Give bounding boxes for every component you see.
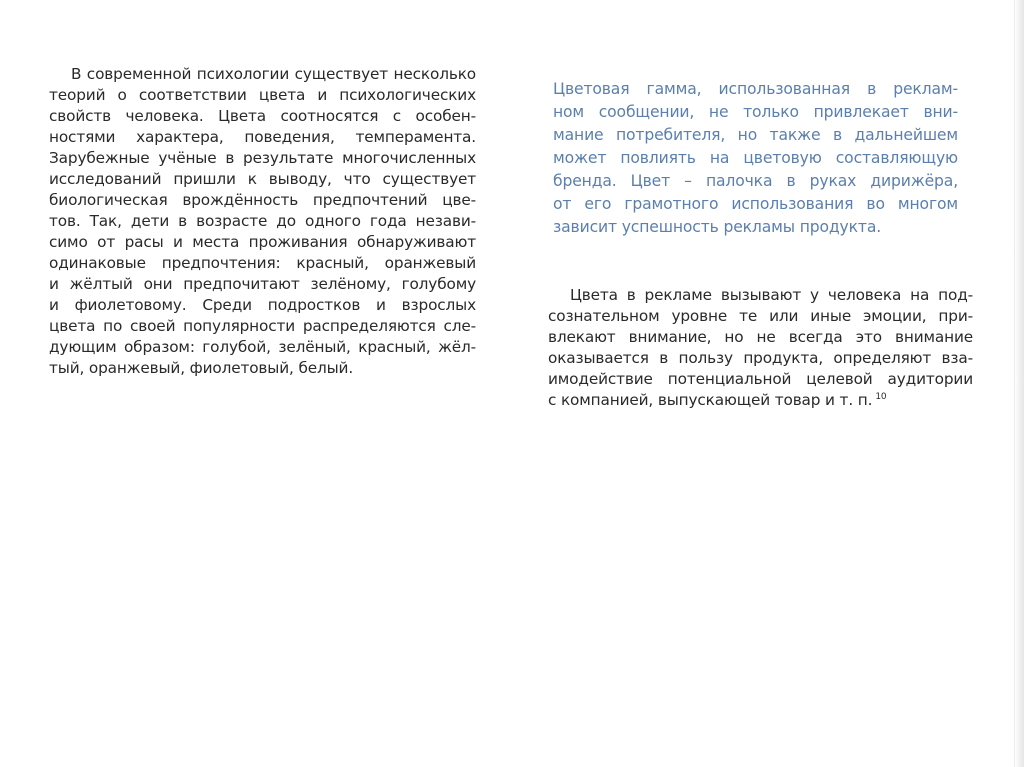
text-line: свойств человека. Цвета соотносятся с особен- — [49, 107, 476, 125]
text-line: тый, оранжевый, фиолетовый, белый. — [49, 359, 354, 377]
highlight-quote — [553, 78, 958, 239]
text-line: В современной психологии существует несколько — [71, 65, 476, 83]
text-line: исследований пришли к выводу, что существует — [49, 170, 476, 188]
text-line: дующим образом: голубой, зелёный, красный, жёл- — [49, 338, 476, 356]
quote-line: Цветовая гамма, использованная в реклам- — [553, 80, 958, 98]
text-line: тов. Так, дети в возрасте до одного года незави- — [49, 212, 476, 230]
text-line: цвета по своей популярности распределяются сле- — [49, 317, 476, 335]
text-line: симо от расы и места проживания обнаруживают — [49, 233, 476, 251]
quote-line: ном сообщении, не только привлекает вни- — [553, 103, 958, 121]
page-edge-shadow — [1014, 0, 1024, 767]
quote-line: мание потребителя, но также в дальнейшем — [553, 126, 958, 144]
text-line: сознательном уровне те или иные эмоции, при- — [548, 307, 973, 325]
text-line: теорий о соответствии цвета и психологических — [49, 86, 476, 104]
text-line: влекают внимание, но не всегда это внимание — [548, 328, 973, 346]
quote-line: от его грамотного использования во многом — [553, 195, 958, 213]
text-line: биологическая врождённость предпочтений цве- — [49, 191, 476, 209]
text-line: и фиолетовому. Среди подростков и взрослых — [49, 296, 476, 314]
text-line: и жёлтый они предпочитают зелёному, голубому — [49, 275, 476, 293]
text-line: Зарубежные учёные в результате многочисленных — [49, 149, 476, 167]
text-line: оказывается в пользу продукта, определяют вза- — [548, 349, 973, 367]
text-line-content: с компанией, выпускающей товар и т. п. — [548, 391, 873, 409]
text-line: имодействие потенциальной целевой аудитории — [548, 370, 973, 388]
quote-line: зависит успешность рекламы продукта. — [553, 218, 882, 236]
footnote-marker: 10 — [875, 391, 887, 402]
left-paragraph — [49, 64, 476, 379]
right-paragraph — [548, 285, 973, 411]
text-line: ностями характера, поведения, темперамента. — [49, 128, 476, 146]
text-line-last — [548, 390, 973, 411]
quote-line: может повлиять на цветовую составляющую — [553, 149, 958, 167]
text-line: одинаковые предпочтения: красный, оранжевый — [49, 254, 476, 272]
quote-line: бренда. Цвет – палочка в руках дирижёра, — [553, 172, 958, 190]
text-line: Цвета в рекламе вызывают у человека на под- — [570, 286, 973, 304]
